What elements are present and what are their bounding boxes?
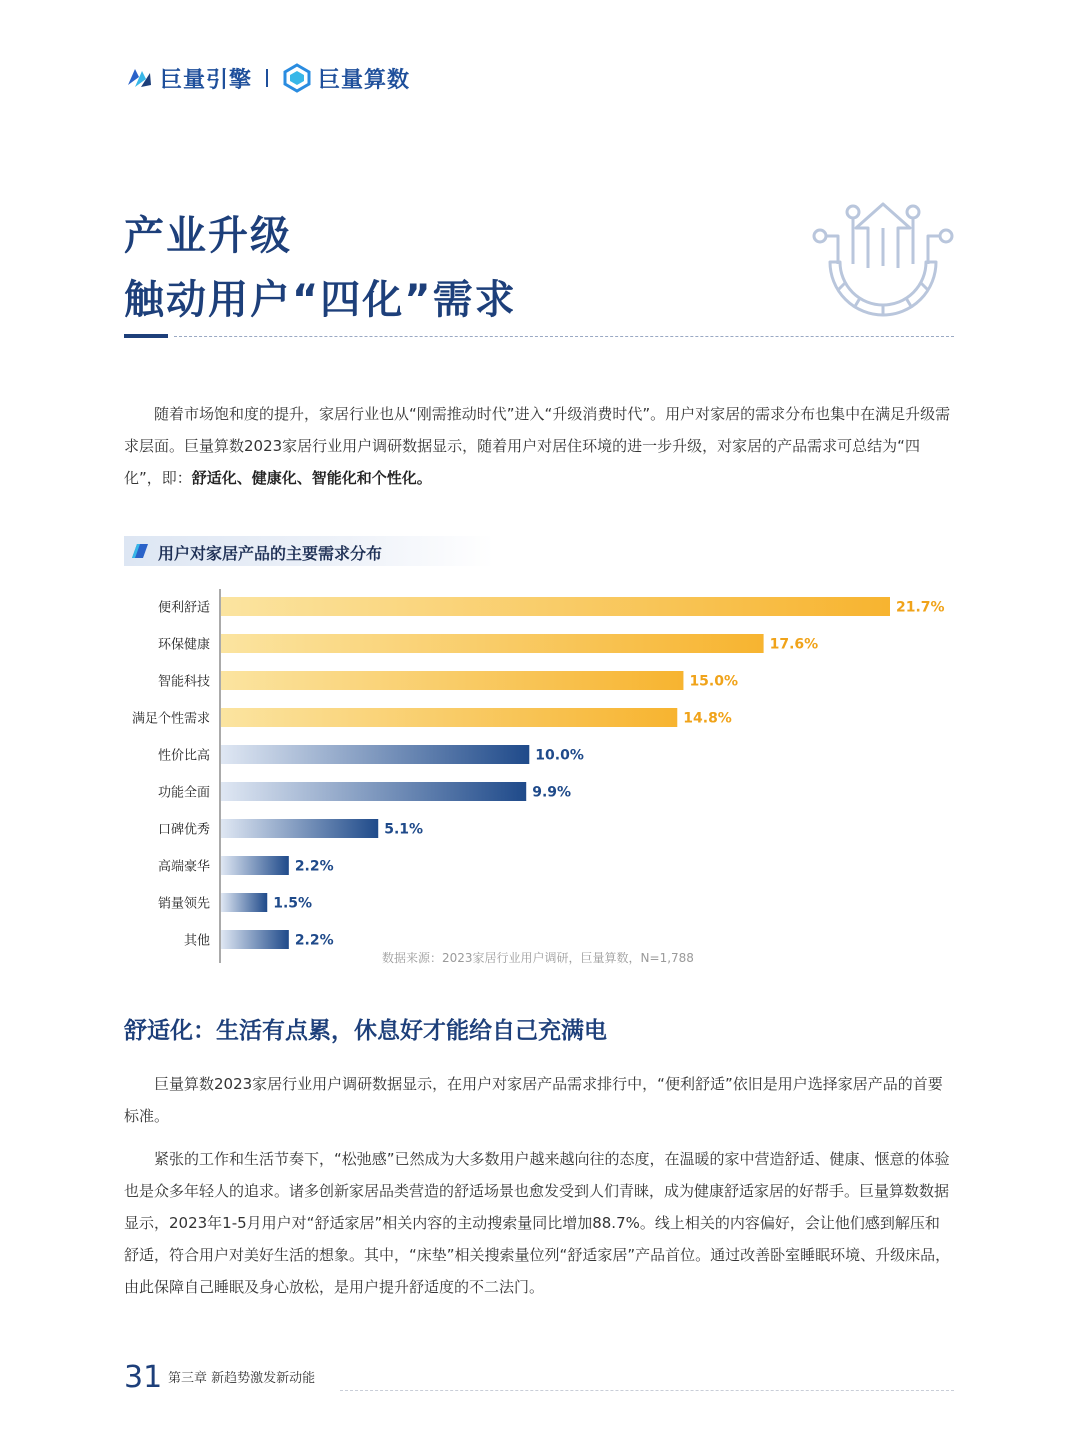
- category-label: 口碑优秀: [157, 822, 210, 838]
- category-label: 便利舒适: [157, 600, 210, 616]
- bar: [221, 671, 683, 690]
- page-number: 31: [124, 1360, 163, 1395]
- footer-divider: [340, 1390, 954, 1391]
- category-label: 满足个性需求: [131, 711, 210, 727]
- value-label: 21.7%: [896, 599, 945, 616]
- title-divider: [124, 334, 954, 338]
- value-label: 10.0%: [535, 747, 584, 764]
- brand-right: 巨量算数: [318, 67, 411, 93]
- value-label: 9.9%: [532, 784, 572, 801]
- category-label: 环保健康: [157, 637, 210, 653]
- bar: [221, 893, 267, 912]
- bar: [221, 708, 677, 727]
- chart-source: 数据来源：2023家居行业用户调研，巨量算数，N=1,788: [382, 951, 694, 965]
- value-label: 15.0%: [689, 673, 739, 690]
- section-heading-comfort: 舒适化：生活有点累，休息好才能给自己充满电: [124, 1018, 607, 1044]
- category-label: 销量领先: [157, 896, 210, 912]
- page-title-line1: 产业升级: [124, 213, 292, 259]
- logo-separator: [266, 69, 268, 87]
- category-label: 功能全面: [157, 785, 210, 801]
- intro-paragraph: 随着市场饱和度的提升，家居行业也从“刚需推动时代”进入“升级消费时代”。用户对家居的需求分布也集中在满足升级需求层面。巨量算数2023家居行业用户调研数据显示，随着用户对居住环境的进一步升级，对家居的产品需求可总结为“四化”，即：舒适化、健康化、智能化和个性化。: [124, 405, 951, 487]
- bar: [221, 819, 378, 838]
- bar: [221, 930, 289, 949]
- bar: [221, 856, 289, 875]
- page-title-line2: 触动用户“四化”需求: [124, 277, 517, 323]
- demand-bar-chart: [124, 585, 954, 965]
- header-logos: [124, 58, 410, 98]
- value-label: 1.5%: [273, 895, 313, 912]
- intro-bold-keywords: 舒适化、健康化、智能化和个性化。: [191, 469, 432, 487]
- juliang-engine-logo-icon: [124, 63, 154, 93]
- bar: [221, 782, 526, 801]
- value-label: 2.2%: [294, 858, 334, 875]
- category-label: 其他: [183, 933, 210, 949]
- category-label: 高端豪华: [157, 859, 210, 875]
- value-label: 5.1%: [384, 821, 424, 838]
- value-label: 17.6%: [769, 636, 819, 653]
- chart-heading-bullet-icon: [132, 544, 148, 558]
- upgrade-gear-icon: [808, 198, 958, 320]
- bar: [221, 745, 529, 764]
- chapter-label: 第三章 新趋势激发新动能: [168, 1371, 316, 1386]
- chart-heading-text: 用户对家居产品的主要需求分布: [158, 544, 383, 563]
- chart-heading: [124, 536, 494, 566]
- section1-paragraph1: 巨量算数2023家居行业用户调研数据显示，在用户对家居产品需求排行中，“便利舒适”依旧是用户选择家居产品的首要标准。: [124, 1075, 943, 1125]
- bar: [221, 597, 890, 616]
- category-label: 智能科技: [157, 674, 210, 690]
- category-label: 性价比高: [157, 748, 210, 764]
- value-label: 14.8%: [683, 710, 732, 727]
- value-label: 2.2%: [294, 932, 334, 949]
- brand-left: 巨量引擎: [160, 67, 253, 93]
- section1-paragraph2: 紧张的工作和生活节奏下，“松弛感”已然成为大多数用户越来越向往的态度，在温暖的家中营造舒适、健康、惬意的体验也是众多年轻人的追求。诸多创新家居品类营造的舒适场景也愈发受到人们青睐，成为健康舒适家居的好帮手。巨量算数数据显示，2023年1-5月用户对“舒适家居”相关内容的主动搜索量同比增加88.7%。线上相关的内容偏好，会让他们感到解压和舒适，符合用户对美好生活的想象。其中，“床垫”相关搜索量位列“舒适家居”产品首位。通过改善卧室睡眠环境、升级床品，由此保障自己睡眠及身心放松，是用户提升舒适度的不二法门。: [124, 1150, 951, 1296]
- bar: [221, 634, 764, 653]
- juliang-suanshu-logo-icon: [282, 63, 312, 93]
